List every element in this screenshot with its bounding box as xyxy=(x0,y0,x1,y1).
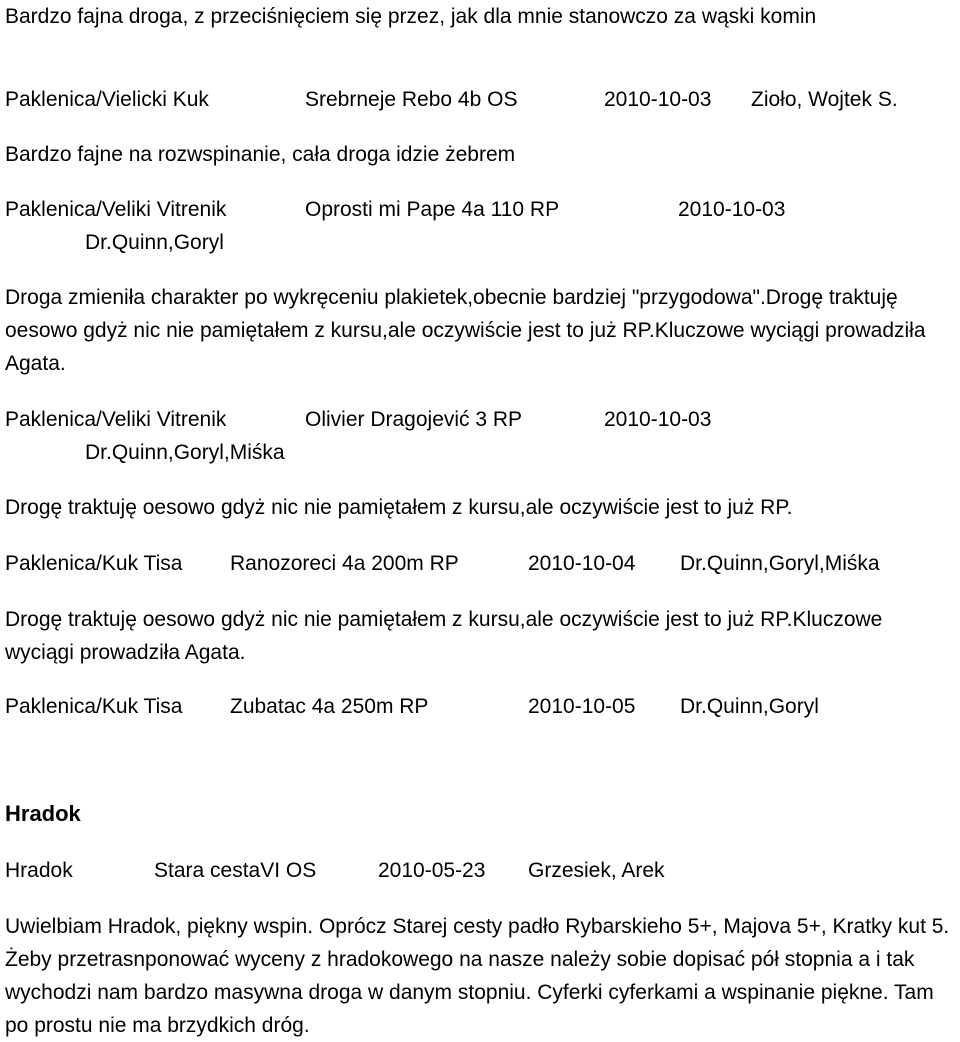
entry-date: 2010-10-03 xyxy=(604,88,712,111)
entry-climbers: Grzesiek, Arek xyxy=(528,859,665,882)
entry-climbers: Dr.Quinn,Goryl xyxy=(680,695,819,718)
entry-climbers: Dr.Quinn,Goryl xyxy=(85,231,224,254)
entry-route: Stara cestaVI OS xyxy=(154,859,317,882)
entry-date: 2010-10-05 xyxy=(528,695,636,718)
entry-route: Olivier Dragojević 3 RP xyxy=(305,408,523,431)
entry-row xyxy=(5,547,880,580)
entry-route: Ranozoreci 4a 200m RP xyxy=(230,552,459,575)
entry-location: Paklenica/Veliki Vitrenik xyxy=(5,408,227,431)
entry-date: 2010-10-03 xyxy=(678,198,786,221)
entry-location: Paklenica/Veliki Vitrenik xyxy=(5,198,227,221)
entry-climbers: Zioło, Wojtek S. xyxy=(751,88,898,111)
entry-comment: Droga zmieniła charakter po wykręceniu plakietek,obecnie bardziej "przygodowa".Drogę traktuję oesowo gdyż nic nie pamiętałem z kursu,ale oczywiście jest to już RP.Kluczowe wyciągi prowadziła Agata. xyxy=(5,286,926,375)
entry-location: Paklenica/Kuk Tisa xyxy=(5,552,183,575)
entry-location: Hradok xyxy=(5,859,73,882)
entry-comment: Bardzo fajna droga, z przeciśnięciem się przez, jak dla mnie stanowczo za wąski komin xyxy=(5,5,817,28)
entry-comment: Uwielbiam Hradok, piękny wspin. Oprócz Starej cesty padło Rybarskieho 5+, Majova 5+, Kratky kut 5. Żeby przetrasnponować wyceny z hradokowego na nasze należy sobie dopisać pół stopnia a i tak wychodzi nam bardzo masywna droga w danym stopniu. Cyferki cyferkami a wspinanie piękne. Tam po prostu nie ma brzydkich dróg. xyxy=(5,915,950,1037)
entry-climbers: Dr.Quinn,Goryl,Miśka xyxy=(85,441,285,464)
entry-route: Oprosti mi Pape 4a 110 RP xyxy=(305,198,560,221)
entry-date: 2010-10-04 xyxy=(528,552,636,575)
entry-row xyxy=(5,690,819,723)
entry-location: Paklenica/Kuk Tisa xyxy=(5,695,183,718)
entry-row xyxy=(5,83,898,116)
entry-comment: Bardzo fajne na rozwspinanie, cała droga idzie żebrem xyxy=(5,143,516,166)
entry-climbers: Dr.Quinn,Goryl,Miśka xyxy=(680,552,880,575)
entry-date: 2010-05-23 xyxy=(378,859,486,882)
entry-row xyxy=(5,403,711,436)
entry-route: Srebrneje Rebo 4b OS xyxy=(305,88,518,111)
entry-date: 2010-10-03 xyxy=(604,408,712,431)
entry-row xyxy=(5,193,785,226)
entry-comment: Drogę traktuję oesowo gdyż nic nie pamiętałem z kursu,ale oczywiście jest to już RP.Kluczowe wyciągi prowadziła Agata. xyxy=(5,608,883,664)
entry-route: Zubatac 4a 250m RP xyxy=(230,695,429,718)
entry-comment: Drogę traktuję oesowo gdyż nic nie pamiętałem z kursu,ale oczywiście jest to już RP. xyxy=(5,496,793,519)
entry-row xyxy=(5,854,665,887)
section-heading: Hradok xyxy=(5,801,81,826)
entry-location: Paklenica/Vielicki Kuk xyxy=(5,88,209,111)
